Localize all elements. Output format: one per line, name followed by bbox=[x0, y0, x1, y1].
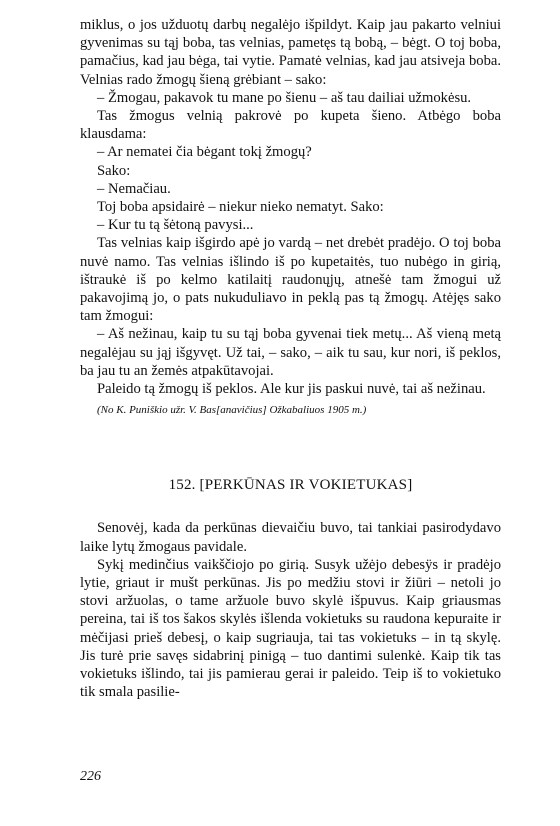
body-text bbox=[80, 16, 501, 702]
paragraph: Tas žmogus velnią pakrovė po kupeta šieno. Atbėgo boba klausdama: bbox=[80, 108, 501, 143]
paragraph: Paleido tą žmogų iš peklos. Ale kur jis paskui nuvė, tai aš nežinau. bbox=[97, 381, 486, 398]
paragraph: – Kur tu tą šėtoną pavysi... bbox=[97, 217, 254, 234]
paragraph: Sako: bbox=[97, 162, 131, 179]
paragraph: – Ar nematei čia bėgant tokį žmogų? bbox=[97, 144, 312, 161]
paragraph: Senovėj, kada da perkūnas dievaičiu buvo, tai tankiai pasirodydavo laike lytų žmogaus pavidale. bbox=[80, 520, 501, 555]
paragraph: – Žmogau, pakavok tu mane po šienu – aš tau dailiai užmokėsu. bbox=[97, 89, 472, 106]
paragraph: Toj boba apsidairė – niekur nieko nematyt. Sako: bbox=[97, 199, 384, 216]
paragraph: Sykį medinčius vaikščiojo po girią. Susyk užėjo debesÿs ir pradėjo lytie, griaut ir mušt perkūnas. Jis po medžiu stovi ir žiūri – netoli jo stovi aržuolas, o tame aržuole buvo skylė išpuvus. Kaip griausmas pereina, tai iš tos šakos skylės išlenda vokietuks su raudona kepuraite ir mėčijasi prieš debesį, o kaip sugriauja, tai tas vokietuks – in tą skylę. Jis turė prie savęs sidabrinį pinigą – tuo dantimi sulenkė. Kaip tik tas vokietuks išlindo, tai jis pamierau gerai ir paleido. Teip iš to vokietuko tik smala pasilie- bbox=[80, 556, 501, 701]
paragraph: – Nemačiau. bbox=[97, 180, 171, 197]
story-title: 152. [PERKŪNAS IR VOKIETUKAS] bbox=[168, 477, 413, 494]
paragraph: miklus, o jos užduotų darbų negalėjo išpildyt. Kaip jau pakarto velniui gyvenimas su tąj boba, tas velnias, pametęs tą bobą, – bėgt. O toj boba, pamačius, kad jau bėga, tai vytie. Pamatė velnias, kad jau atsiveja boba. Velnias rado žmogų šieną grėbiant – sako: bbox=[80, 17, 501, 88]
source-note: (No K. Puniškio užr. V. Bas[anavičius] Ožkabaliuos 1905 m.) bbox=[97, 404, 367, 417]
paragraph: – Aš nežinau, kaip tu su tąj boba gyvenai tiek metų... Aš vieną metą negalėjau su jąj išgyvęt. Už tai, – sako, – aik tu sau, kur nori, iš peklos, ba jau tu an žemės atpakūtavojai. bbox=[80, 326, 501, 379]
paragraph: Tas velnias kaip išgirdo apė jo vardą – net drebėt pradėjo. O toj boba nuvė namo. Tas velnias išlindo iš po kupetaitės, tuo nubėgo in girią, ištraukė iš po kelmo katilaitį raudonųjų, atnešė tam žmogui už pakavojimą jo, o pats nukuduliavo in peklą pas tą žmogų. Atėjęs sako tam žmogui: bbox=[80, 235, 501, 325]
page-number: 226 bbox=[80, 769, 101, 784]
